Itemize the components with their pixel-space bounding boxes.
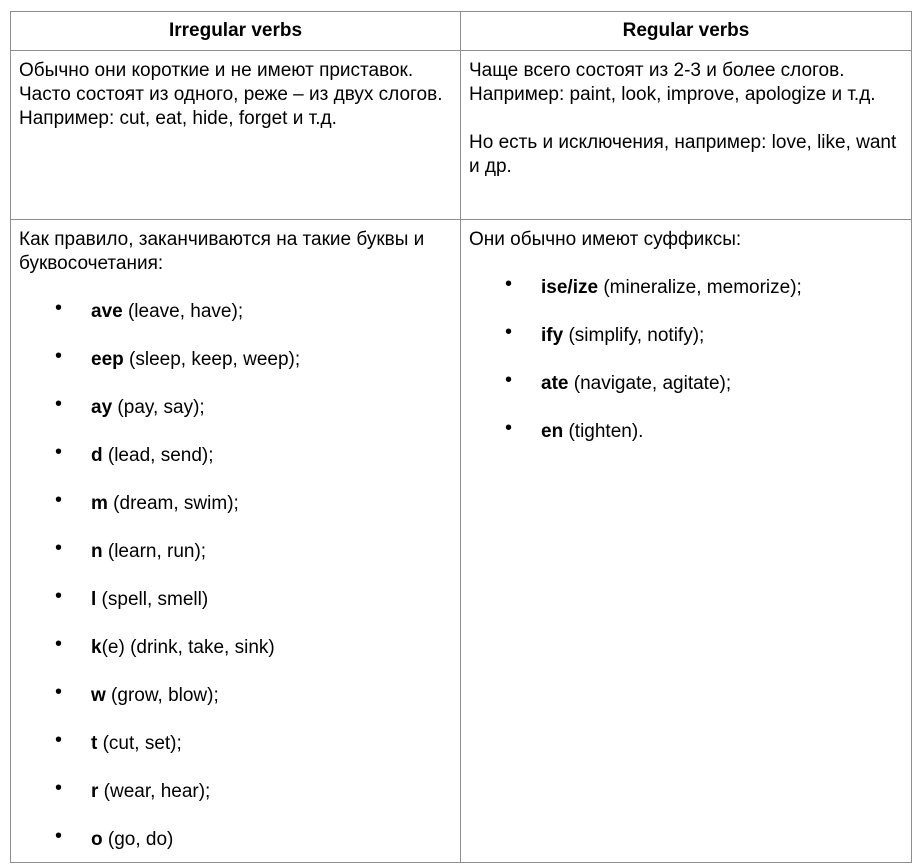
ending-key: n — [91, 541, 103, 562]
bullet-icon: • — [55, 585, 63, 607]
cell-irregular-syllables: Обычно они короткие и не имеют приставок. Часто состоят из одного, реже – из двух слогов. Например: cut, eat, hide, forget и т.д. — [11, 51, 461, 220]
ending-examples: (e) (drink, take, sink) — [101, 637, 275, 658]
ending-key: ify — [541, 325, 564, 346]
regular-exceptions-paragraph: Но есть и исключения, например: love, like, want и др. — [469, 132, 897, 177]
ending-examples: (go, do) — [102, 829, 174, 850]
ending-examples: (mineralize, memorize); — [598, 277, 802, 298]
list-item — [19, 729, 452, 756]
ending-examples: (grow, blow); — [105, 685, 219, 706]
list-item — [19, 297, 452, 324]
list-item — [469, 321, 903, 348]
ending-key: l — [91, 589, 97, 610]
list-item — [19, 777, 452, 804]
regular-suffixes-intro: Они обычно имеют суффиксы: — [469, 229, 742, 250]
table-row-endings — [11, 220, 912, 863]
bullet-icon: • — [55, 729, 63, 751]
ending-examples: (sleep, keep, weep); — [123, 349, 301, 370]
list-item — [469, 273, 903, 300]
ending-key: en — [541, 421, 564, 442]
ending-key: d — [91, 445, 103, 466]
list-item — [19, 633, 452, 660]
list-item — [19, 345, 452, 372]
ending-examples: (pay, say); — [112, 397, 205, 418]
ending-examples: (navigate, agitate); — [568, 373, 732, 394]
bullet-icon: • — [55, 825, 63, 847]
ending-key: w — [91, 685, 106, 706]
ending-examples: (cut, set); — [97, 733, 182, 754]
cell-regular-syllables — [461, 51, 912, 220]
list-item — [19, 825, 452, 852]
ending-examples: (lead, send); — [102, 445, 214, 466]
list-item — [19, 489, 452, 516]
regular-suffixes-list — [469, 273, 903, 444]
ending-examples: (leave, have); — [122, 301, 244, 322]
list-item — [19, 585, 452, 612]
bullet-icon: • — [55, 345, 63, 367]
bullet-icon: • — [505, 369, 513, 391]
ending-key: r — [91, 781, 99, 802]
ending-key: ise/ize — [541, 277, 599, 298]
bullet-icon: • — [505, 321, 513, 343]
table-row-syllables — [11, 51, 912, 220]
ending-key: k — [91, 637, 102, 658]
list-item — [19, 441, 452, 468]
list-item — [19, 681, 452, 708]
bullet-icon: • — [55, 681, 63, 703]
bullet-icon: • — [55, 393, 63, 415]
ending-examples: (learn, run); — [102, 541, 207, 562]
ending-key: m — [91, 493, 108, 514]
irregular-endings-intro: Как правило, заканчиваются на такие буквы и буквосочетания: — [19, 229, 425, 274]
list-item — [469, 369, 903, 396]
ending-key: o — [91, 829, 103, 850]
cell-regular-suffixes — [461, 220, 912, 863]
bullet-icon: • — [55, 489, 63, 511]
list-item — [19, 393, 452, 420]
bullet-icon: • — [505, 273, 513, 295]
bullet-icon: • — [505, 417, 513, 439]
regular-syllables-paragraph: Чаще всего состоят из 2-3 и более слогов. Например: paint, look, improve, apologize и т.д. — [469, 60, 876, 105]
ending-examples: (tighten). — [563, 421, 644, 442]
bullet-icon: • — [55, 633, 63, 655]
irregular-endings-list — [19, 297, 452, 852]
header-row — [11, 12, 912, 51]
header-irregular-verbs: Irregular verbs — [11, 12, 461, 51]
ending-examples: (simplify, notify); — [563, 325, 705, 346]
ending-key: ave — [91, 301, 123, 322]
ending-examples: (wear, hear); — [98, 781, 211, 802]
ending-examples: (spell, smell) — [96, 589, 209, 610]
list-item — [469, 417, 903, 444]
ending-examples: (dream, swim); — [107, 493, 239, 514]
ending-key: t — [91, 733, 98, 754]
list-item — [19, 537, 452, 564]
ending-key: eep — [91, 349, 124, 370]
cell-irregular-endings — [11, 220, 461, 863]
header-regular-verbs: Regular verbs — [461, 12, 912, 51]
bullet-icon: • — [55, 777, 63, 799]
bullet-icon: • — [55, 441, 63, 463]
bullet-icon: • — [55, 537, 63, 559]
bullet-icon: • — [55, 297, 63, 319]
ending-key: ay — [91, 397, 113, 418]
ending-key: ate — [541, 373, 569, 394]
verbs-comparison-table — [10, 11, 912, 863]
